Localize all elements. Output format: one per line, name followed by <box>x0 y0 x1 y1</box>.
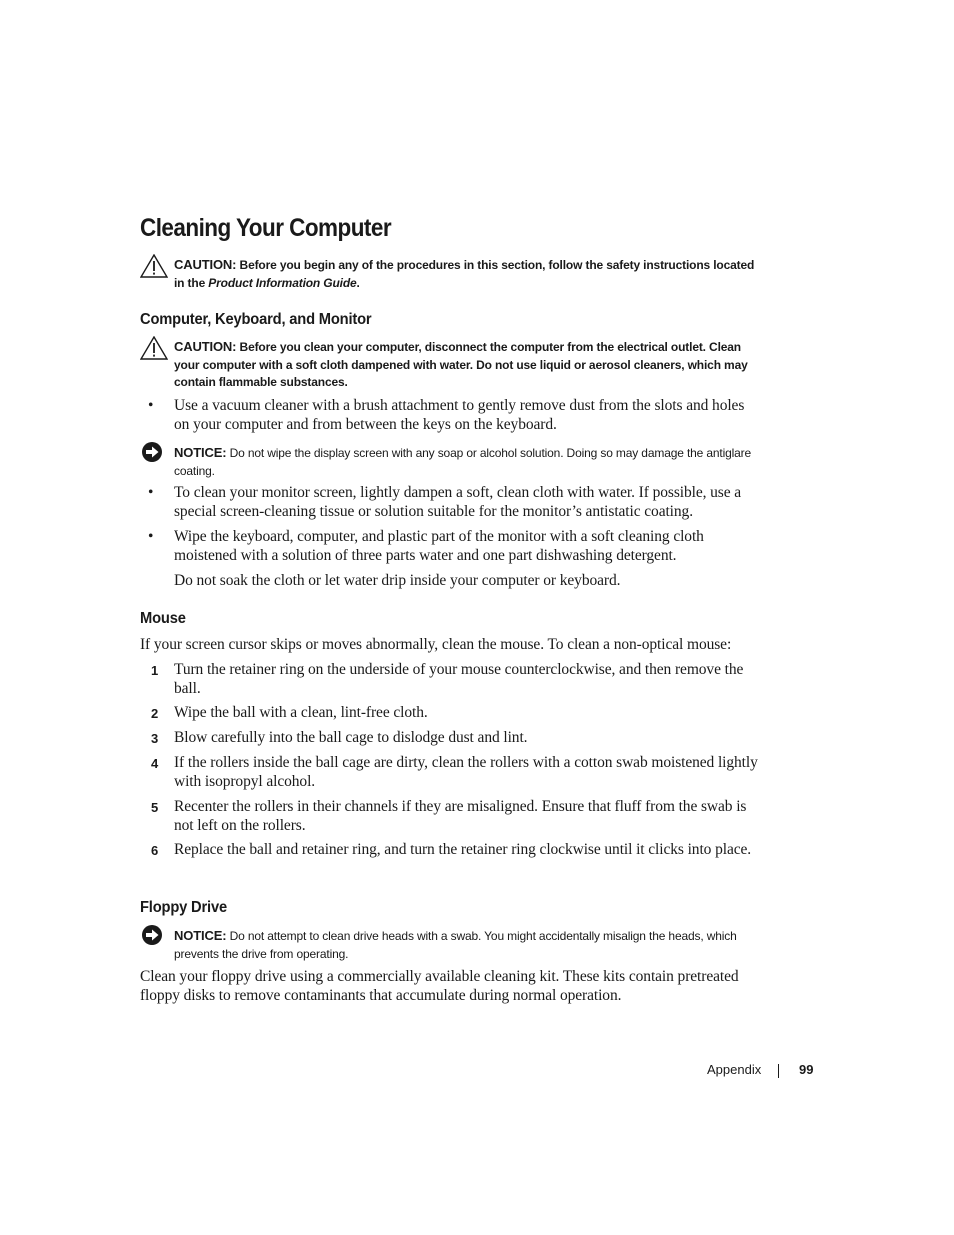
floppy-body: Clean your floppy drive using a commercially available cleaning kit. These kits contain pretreated floppy disks to remove contaminants that accumulate during normal operation. <box>140 968 739 1004</box>
step-number: 2 <box>151 706 159 721</box>
footer-divider <box>778 1064 779 1078</box>
notice-label: NOTICE: <box>174 928 227 943</box>
list-item-text: Do not soak the cloth or let water drip inside your computer or keyboard. <box>174 572 621 589</box>
caution-text <box>174 256 764 292</box>
notice-arrow-icon <box>140 442 168 466</box>
bullet: • <box>148 397 154 414</box>
list-item-text: Wipe the keyboard, computer, and plastic part of the monitor with a soft cleaning cloth moistened with a solution of three parts water and one part dishwashing detergent. <box>174 528 704 564</box>
caution-triangle-icon <box>140 254 168 278</box>
footer-section-name: Appendix <box>707 1062 762 1077</box>
list-item-text: Use a vacuum cleaner with a brush attachment to gently remove dust from the slots and holes on your computer and from between the keys on the keyboard. <box>174 397 745 433</box>
step-number: 3 <box>151 731 159 746</box>
product-guide-title: Product Information Guide <box>208 275 357 290</box>
caution-text <box>174 338 764 392</box>
step-text: If the rollers inside the ball cage are dirty, clean the rollers with a cotton swab moistened lightly with isopropyl alcohol. <box>174 754 758 790</box>
mouse-intro: If your screen cursor skips or moves abnormally, clean the mouse. To clean a non-optical mouse: <box>140 636 732 653</box>
list-item-text: To clean your monitor screen, lightly dampen a soft, clean cloth with water. If possible, use a special screen-cleaning tissue or solution suitable for the monitor’s antistatic coating. <box>174 484 742 520</box>
step-text: Turn the retainer ring on the underside of your mouse counterclockwise, and then remove the ball. <box>174 661 744 697</box>
step-text: Wipe the ball with a clean, lint-free cloth. <box>174 704 428 721</box>
caution-label: CAUTION: <box>174 339 237 354</box>
section-heading-computer-keyboard-monitor: Computer, Keyboard, and Monitor <box>140 311 372 328</box>
notice-body: Do not attempt to clean drive heads with a swab. You might accidentally misalign the heads, which prevents the drive from operating. <box>174 929 737 961</box>
notice-text <box>174 444 764 480</box>
notice-text <box>174 927 764 963</box>
step-text: Replace the ball and retainer ring, and turn the retainer ring clockwise until it clicks into place. <box>174 841 752 858</box>
caution-end: . <box>356 275 360 290</box>
section-heading-floppy-drive: Floppy Drive <box>140 899 227 916</box>
step-number: 5 <box>151 800 159 815</box>
notice-arrow-icon <box>140 925 168 949</box>
step-number: 4 <box>151 756 159 771</box>
step-text: Blow carefully into the ball cage to dislodge dust and lint. <box>174 729 528 746</box>
step-number: 6 <box>151 843 159 858</box>
caution-label: CAUTION: <box>174 257 237 272</box>
step-text: Recenter the rollers in their channels if they are misaligned. Ensure that fluff from the swab is not left on the rollers. <box>174 798 747 834</box>
caution-body: Before you clean your computer, disconnect the computer from the electrical outlet. Clean your computer with a soft cloth dampened with water. Do not use liquid or aerosol cleaners, which may contain flammable substances. <box>174 340 748 389</box>
notice-label: NOTICE: <box>174 445 227 460</box>
caution-body: Before you begin any of the procedures in this section, follow the safety instructions located in the <box>174 258 755 290</box>
section-heading-mouse: Mouse <box>140 610 186 627</box>
page-title: Cleaning Your Computer <box>140 214 392 242</box>
page-number: 99 <box>799 1062 814 1077</box>
bullet: • <box>148 484 154 501</box>
step-number: 1 <box>151 663 159 678</box>
notice-body: Do not wipe the display screen with any soap or alcohol solution. Doing so may damage the antiglare coating. <box>174 446 752 478</box>
caution-triangle-icon <box>140 336 168 360</box>
bullet: • <box>148 528 154 545</box>
